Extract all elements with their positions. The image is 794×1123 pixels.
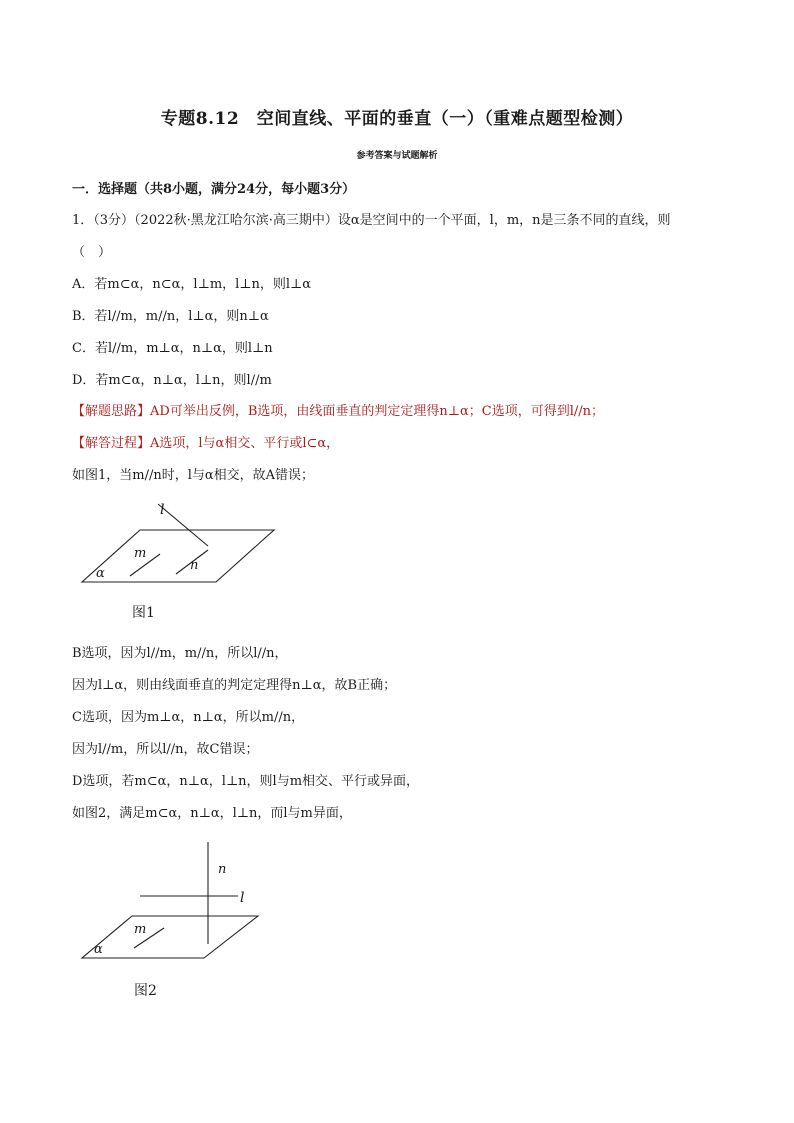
figure-1-label-l: l: [160, 502, 165, 518]
figure-2: [80, 840, 270, 962]
figure-2-label-n: n: [218, 862, 227, 877]
solution-line-7: 如图2，满足m⊂α，n⊥α，l⊥n，而l与m异面，: [72, 806, 352, 821]
figure-2-label-alpha: α: [94, 942, 103, 957]
line-l: [158, 504, 208, 546]
solution-process: [72, 432, 339, 451]
section-heading: 一．选择题（共8小题，满分24分，每小题3分）: [72, 182, 356, 197]
solution-idea: [72, 400, 604, 419]
figure-2-caption: 图2: [134, 983, 157, 999]
option-c: C．若l//m，m⊥α，n⊥α，则l⊥n: [72, 341, 273, 356]
plane-alpha-shape: [82, 916, 258, 958]
figure-1-label-m: m: [134, 546, 147, 561]
option-b: B．若l//m，m//n，l⊥α，则n⊥α: [72, 309, 269, 324]
plane-alpha-shape: [82, 530, 274, 582]
figure-1-diagram: [78, 498, 278, 588]
question-stem-line-2: （ ）: [72, 245, 112, 260]
solution-idea-tag: 【解题思路】: [72, 404, 151, 419]
figure-1-label-n: n: [190, 558, 199, 573]
question-stem-line-1: 1．（3分）（2022秋·黑龙江哈尔滨·高三期中）设α是空间中的一个平面，l，m，n是三条不同的直线，则: [72, 213, 671, 228]
solution-line-2: B选项，因为l//m，m//n，所以l//n，: [72, 646, 288, 661]
option-a: A．若m⊂α，n⊂α，l⊥m，l⊥n，则l⊥α: [72, 277, 312, 292]
figure-2-label-m: m: [134, 922, 147, 937]
solution-process-text: A选项，l与α相交、平行或l⊂α，: [150, 436, 340, 451]
solution-process-tag: 【解答过程】: [72, 436, 151, 451]
solution-line-6: D选项，若m⊂α，n⊥α，l⊥n，则l与m相交、平行或异面，: [72, 774, 420, 789]
solution-idea-text: AD可举出反例，B选项，由线面垂直的判定定理得n⊥α；C选项，可得到l//n；: [150, 404, 604, 419]
figure-1: [78, 498, 278, 588]
page-title: 专题8.12 空间直线、平面的垂直（一）（重难点题型检测）: [160, 109, 634, 129]
page-subtitle: 参考答案与试题解析: [356, 151, 438, 161]
solution-line-3: 因为l⊥α，则由线面垂直的判定定理得n⊥α，故B正确；: [72, 678, 397, 693]
figure-1-label-alpha: α: [96, 566, 105, 581]
solution-line-4: C选项，因为m⊥α，n⊥α，所以m//n，: [72, 710, 305, 725]
solution-line-1: 如图1，当m//n时，l与α相交，故A错误；: [72, 468, 315, 483]
figure-1-caption: 图1: [132, 605, 155, 621]
option-d: D．若m⊂α，n⊥α，l⊥n，则l//m: [72, 373, 272, 388]
solution-line-5: 因为l//m，所以l//n，故C错误；: [72, 742, 259, 757]
figure-2-label-l: l: [240, 890, 245, 906]
